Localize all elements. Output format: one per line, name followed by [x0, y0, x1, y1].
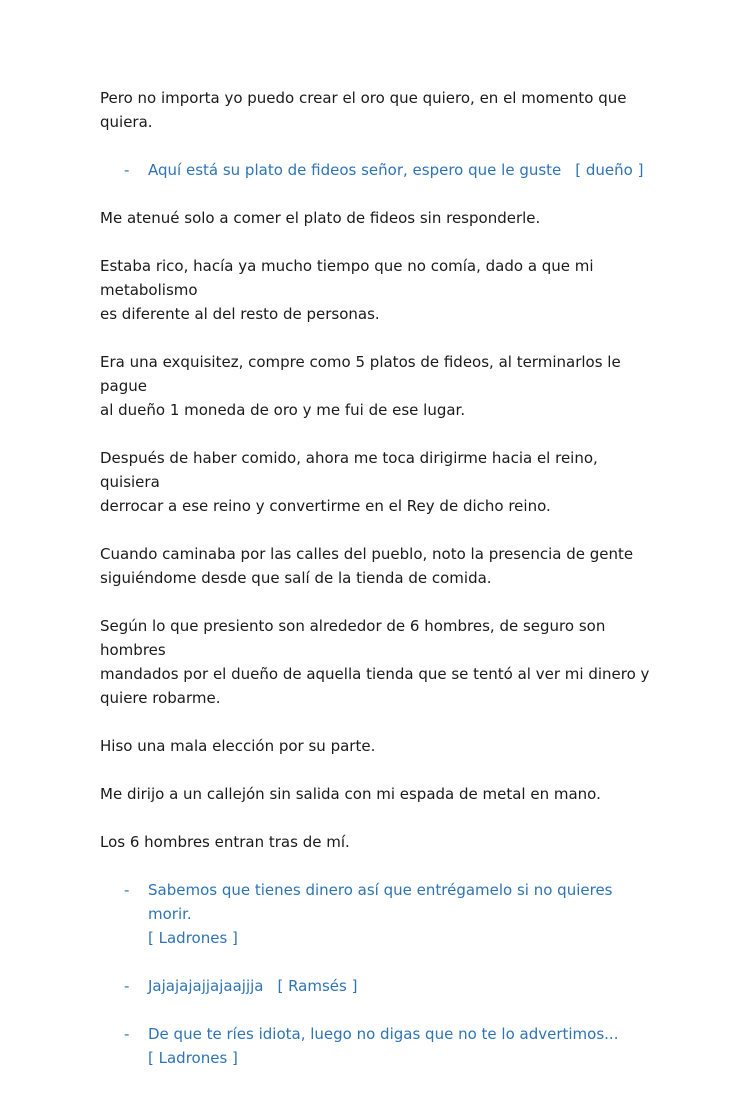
document-body — [100, 86, 655, 1094]
paragraph-10-text: Los 6 hombres entran tras de mí. — [100, 833, 350, 851]
dialogue-dash: - — [124, 161, 130, 179]
dialogue-owner — [100, 158, 655, 182]
speaker-tag-thieves-1: [ Ladrones ] — [148, 929, 238, 947]
paragraph-3-line-1: Estaba rico, hacía ya mucho tiempo que no comía, dado a que mi metabolismo — [100, 257, 594, 299]
dialogue-thieves-2-text: De que te ríes idiota, luego no digas que no te lo advertimos... — [148, 1025, 619, 1043]
speaker-tag-ramses: [ Ramsés ] — [277, 977, 358, 995]
dialogue-ramses-text: Jajajajajjajaajjja — [148, 977, 264, 995]
paragraph-7-line-1: Según lo que presiento son alrededor de 6 hombres, de seguro son hombres — [100, 617, 606, 659]
paragraph-8-text: Hiso una mala elección por su parte. — [100, 737, 376, 755]
paragraph-9-text: Me dirijo a un callejón sin salida con mi espada de metal en mano. — [100, 785, 601, 803]
speaker-tag-thieves-2: [ Ladrones ] — [148, 1049, 238, 1067]
paragraph-2 — [100, 206, 655, 230]
paragraph-4-line-1: Era una exquisitez, compre como 5 platos de fideos, al terminarlos le pague — [100, 353, 621, 395]
paragraph-7-line-3: quiere robarme. — [100, 689, 221, 707]
dialogue-thieves-1-text: Sabemos que tienes dinero así que entrégamelo si no quieres morir. — [148, 881, 613, 923]
paragraph-2-text: Me atenué solo a comer el plato de fideos sin responderle. — [100, 209, 541, 227]
paragraph-7 — [100, 614, 655, 710]
paragraph-3 — [100, 254, 655, 326]
paragraph-7-line-2: mandados por el dueño de aquella tienda que se tentó al ver mi dinero y — [100, 665, 650, 683]
paragraph-1 — [100, 86, 655, 134]
dialogue-owner-text: Aquí está su plato de fideos señor, espero que le guste — [148, 161, 562, 179]
paragraph-6-line-1: Cuando caminaba por las calles del pueblo, noto la presencia de gente — [100, 545, 634, 563]
dialogue-dash: - — [124, 977, 130, 995]
paragraph-6-line-2: siguiéndome desde que salí de la tienda de comida. — [100, 569, 492, 587]
paragraph-8 — [100, 734, 655, 758]
paragraph-6 — [100, 542, 655, 590]
paragraph-5-line-2: derrocar a ese reino y convertirme en el Rey de dicho reino. — [100, 497, 551, 515]
paragraph-10 — [100, 830, 655, 854]
dialogue-ramses — [100, 974, 655, 998]
paragraph-9 — [100, 782, 655, 806]
paragraph-5 — [100, 446, 655, 518]
paragraph-4 — [100, 350, 655, 422]
paragraph-1-text: Pero no importa yo puedo crear el oro que quiero, en el momento que quiera. — [100, 89, 627, 131]
dialogue-dash: - — [124, 1025, 130, 1043]
dialogue-thieves-2 — [100, 1022, 655, 1070]
dialogue-thieves-1 — [100, 878, 655, 950]
speaker-tag-owner: [ dueño ] — [575, 161, 644, 179]
dialogue-dash: - — [124, 881, 130, 899]
paragraph-3-line-2: es diferente al del resto de personas. — [100, 305, 380, 323]
paragraph-4-line-2: al dueño 1 moneda de oro y me fui de ese lugar. — [100, 401, 466, 419]
paragraph-5-line-1: Después de haber comido, ahora me toca dirigirme hacia el reino, quisiera — [100, 449, 598, 491]
